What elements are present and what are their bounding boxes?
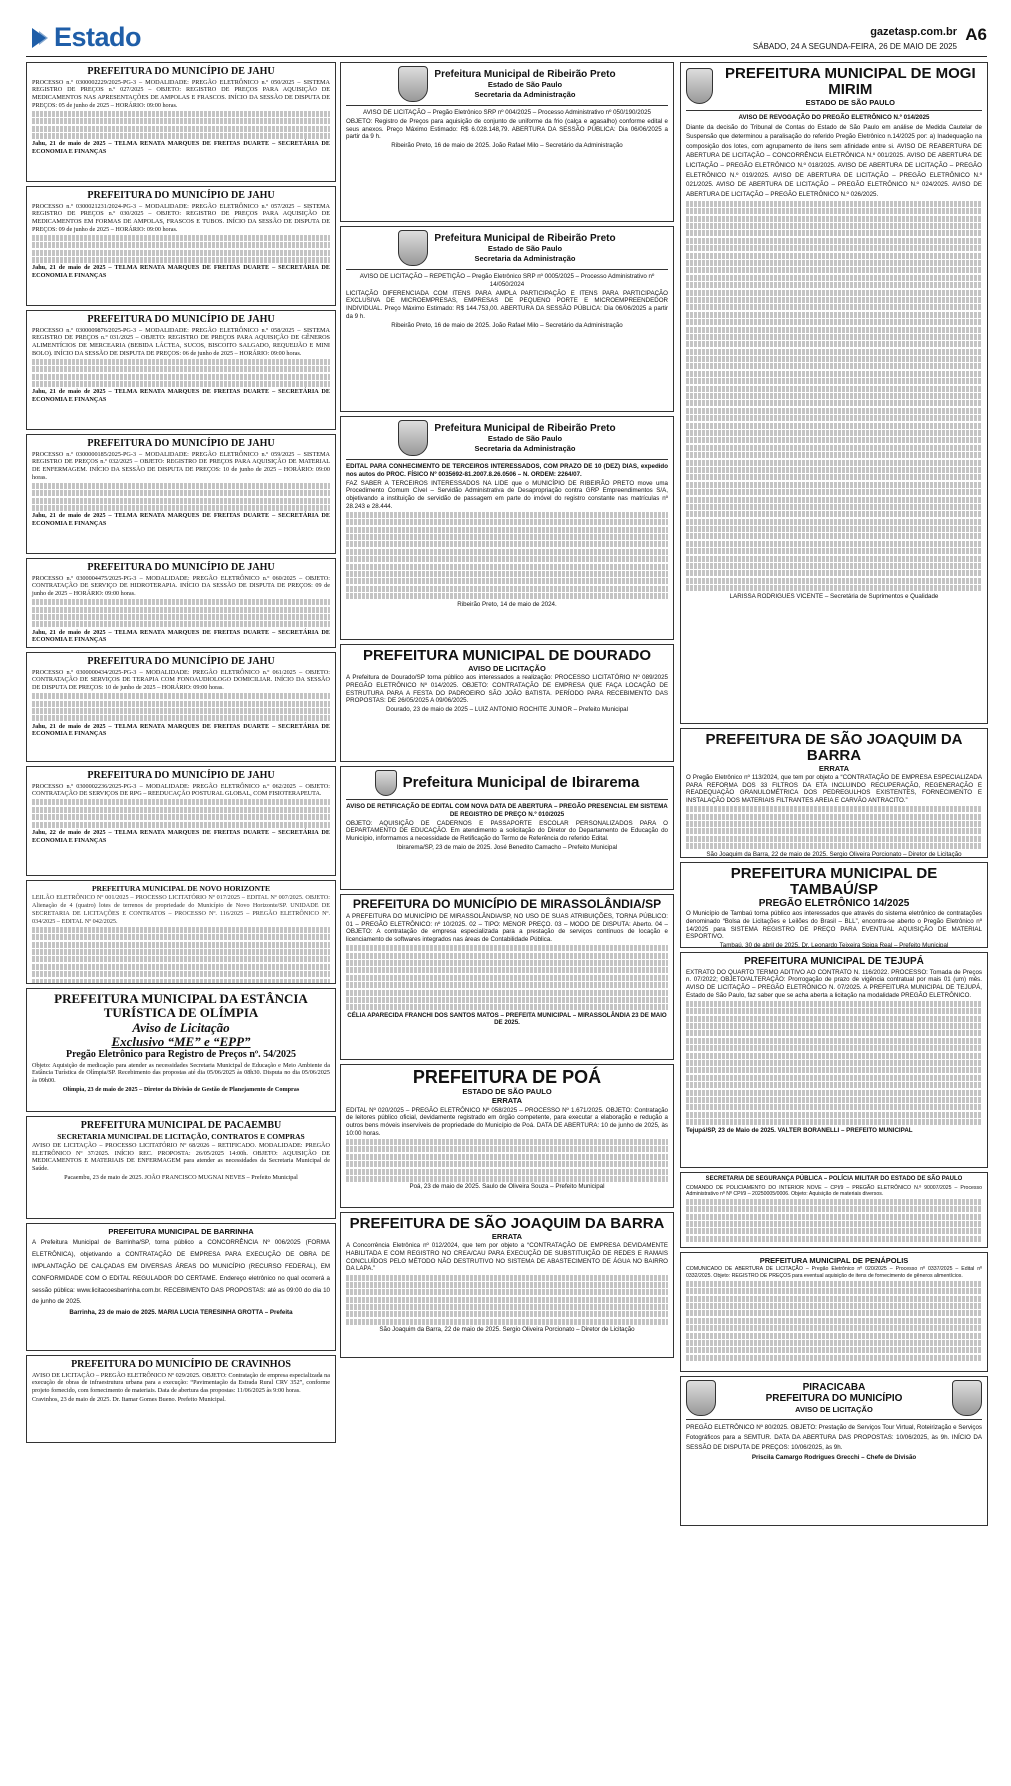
- notice-novo-horizonte: [26, 880, 336, 984]
- notice-state: ESTADO DE SÃO PAULO: [462, 1086, 552, 1096]
- notice-body: PROCESSO n.º 0300004475/2025-PG-3 – MODALIDADE: PREGÃO ELETRÔNICO n.º 060/2025 – OBJETO: CONTRATAÇÃO DE SERVIÇO DE HIDROTERAPIA. INÍCIO DA SESSÃO DE DISPUTA DE PREÇOS: 09 de junho de 2025 – HORÁRIO: 09:00 horas.: [32, 574, 330, 597]
- notice-jahu: [26, 186, 336, 306]
- notice-body: COMUNICADO DE ABERTURA DE LICITAÇÃO – Pregão Eletrônico nº 020/2025 – Processo nº 0337/2025 – Edital nº 0332/2025. Objeto: REGISTRO DE PREÇOS para eventual aquisição de itens de fornecimento de gêneros alimentícios.: [686, 1266, 982, 1279]
- notice-title: PREFEITURA DE SÃO JOAQUIM DA BARRA: [705, 731, 963, 764]
- notice-body: FAZ SABER A TERCEIROS INTERESSADOS NA LIDE que o MUNICÍPIO DE RIBEIRÃO PRETO move uma Procedimento Comum Cível – Servidão Administrativa de Desapropriação contra GRP Empreendimentos S/A, objetivando a instituição de servidão de passagem em parte do imóvel do registro constante nas matrículas nº 28.243 e 28.444.: [346, 479, 668, 510]
- notice-sign: São Joaquim da Barra, 22 de maio de 2025. Sergio Oliveira Porcionato – Diretor de Licitação: [379, 1326, 635, 1334]
- notice-title: PREFEITURA MUNICIPAL DE NOVO HORIZONTE: [91, 884, 271, 893]
- notice-jahu: [26, 62, 336, 182]
- column-middle: [340, 62, 674, 1362]
- notice-body: A Prefeitura de Dourado/SP torna público aos interessados a realização: PROCESSO LICITATÓRIO Nº 089/2025 PREGÃO ELETRÔNICO Nº 014/2025. OBJETO: CONTRATAÇÃO DE EMPRESA QUE FAÇA LOCAÇÃO DE ESTRUTURA PARA A FESTA DO PADROEIRO SÃO JOÃO BATISTA. PERÍODO PARA RECEBIMENTO DAS PROPOSTAS: DE 26/05/2025 A 09/06/2025.: [346, 674, 668, 705]
- notice-sao-joaquim-barra-2: [340, 1212, 674, 1358]
- notice-head: EDITAL PARA CONHECIMENTO DE TERCEIROS INTERESSADOS, COM PRAZO DE 10 (DEZ) DIAS, expedido nos autos do PROC. FÍSICO Nº 0035692-81.2007.8.26.0506 – N. ORDEM: 2264/07.: [346, 463, 668, 478]
- notice-head: AVISO DE LICITAÇÃO: [468, 663, 546, 673]
- notice-title: Prefeitura Municipal de Ibirarema: [402, 774, 640, 792]
- notice-body: PROCESSO n.º 0300002236/2025-PG-3 – MODALIDADE: PREGÃO ELETRÔNICO n.º 062/2025 – OBJETO: CONTRATAÇÃO DE SERVIÇOS DE RPG – REEDUCAÇÃO POSTURAL GLOBAL, COM FISIOTERAPEUTA.: [32, 782, 330, 798]
- notice-body: O Município de Tambaú torna público aos interessados que através do sistema eletrônico de contratações denominado “Bolsa de Licitações e Leilões do Brasil – BLL”, encontra-se aberto o Pregão Eletrônico nº 14/2025 para SISTEMA REGISTRO DE PREÇO PARA EVENTUAL AQUISIÇÃO DE MATERIAL ESPORTIVO.: [686, 910, 982, 941]
- notice-title: PREFEITURA DO MUNICÍPIO DE JAHU: [87, 190, 275, 201]
- notice-body: LEILÃO ELETRÔNICO Nº 001/2025 – PROCESSO LICITATÓRIO Nº 017/2025 – EDITAL Nº 007/2025. OBJETO: Alienação de 4 (quatro) lotes de terrenos de propriedade do Município de Novo Horizonte/SP. UNIDADE DE SECRETARIA DE LICITAÇÕES E CONTRATOS – PROCESSO Nº. 116/2025 – PREGÃO ELETRÔNICO Nº. 034/2025 – EDITAL Nº 042/2025.: [32, 894, 330, 925]
- notice-sign: CÉLIA APARECIDA FRANCHI DOS SANTOS MATOS – PREFEITA MUNICIPAL – MIRASSOLÂNDIA 23 DE MAIO DE 2025.: [347, 1011, 667, 1027]
- notice-title: PREFEITURA DO MUNICÍPIO DE JAHU: [87, 66, 275, 77]
- notice-head: AVISO DE LICITAÇÃO: [795, 1404, 873, 1414]
- notice-ibirarema: [340, 766, 674, 890]
- notice-sign: Jahu, 21 de maio de 2025 – TELMA RENATA MARQUES DE FREITAS DUARTE – SECRETÁRIA DE ECONOMIA E FINANÇAS: [32, 140, 330, 156]
- notice-state: Estado de São Paulo: [487, 244, 563, 254]
- notice-sign: Jahu, 21 de maio de 2025 – TELMA RENATA MARQUES DE FREITAS DUARTE – SECRETÁRIA DE ECONOMIA E FINANÇAS: [32, 388, 330, 404]
- notice-head: AVISO DE LICITAÇÃO – REPETIÇÃO – Pregão Eletrônico SRP nº 0005/2025 – Processo Administrativo nº 14/050/2024: [359, 273, 655, 288]
- notice-title: PREFEITURA MUNICIPAL DE BARRINHA: [108, 1227, 254, 1236]
- notice-jahu: [26, 766, 336, 876]
- notice-sign: Poá, 23 de maio de 2025. Saulo de Oliveira Souza – Prefeito Municipal: [409, 1183, 605, 1191]
- notice-title: Prefeitura Municipal de Ribeirão Preto: [434, 422, 616, 434]
- notice-title: Prefeitura Municipal de Ribeirão Preto: [434, 232, 616, 244]
- notice-subtitle: SECRETARIA MUNICIPAL DE LICITAÇÃO, CONTRATOS E COMPRAS: [57, 1131, 305, 1141]
- notice-title: PREFEITURA DO MUNICÍPIO DE MIRASSOLÂNDIA/SP: [352, 897, 662, 911]
- notice-title: PREFEITURA DO MUNICÍPIO DE JAHU: [87, 314, 275, 325]
- notice-state: ESTADO DE SÃO PAULO: [805, 97, 895, 107]
- notice-body: PROCESSO n.º 0300002229/2025-PG-3 – MODALIDADE: PREGÃO ELETRÔNICO n.º 050/2025 – SISTEMA REGISTRO DE PREÇOS n.º 027/2025 – OBJETO: REGISTRO DE PREÇOS PARA AQUISIÇÃO DE MEDICAMENTOS NAS APRESENTAÇÕES DE AMPOLAS E FRASCOS. INÍCIO DA SESSÃO DE DISPUTA DE PREÇOS: 05 de junho de 2025 – HORÁRIO: 09:00 horas.: [32, 78, 330, 109]
- notice-subtitle: PREGÃO ELETRÔNICO 14/2025: [758, 897, 910, 909]
- coat-of-arms-icon: [398, 66, 428, 102]
- notice-title: PREFEITURA MUNICIPAL DE DOURADO: [362, 647, 652, 664]
- notice-body: OBJETO: AQUISIÇÃO DE CADERNOS E PASSAPORTE ESCOLAR PERSONALIZADOS PARA O DEPARTAMENTO DE EDUCAÇÃO. Em atendimento a solicitação do Diretor do Departamento de Educação do Município, informamos a necessidade de Retificação do Termo de Referência do referido Edital.: [346, 819, 668, 842]
- notice-title: PREFEITURA DE POÁ: [412, 1067, 602, 1087]
- notice-sign: Priscila Camargo Rodrigues Grecchi – Chefe de Divisão: [751, 1453, 917, 1461]
- notice-mirassolandia: [340, 894, 674, 1060]
- notice-subtitle: Aviso de Licitação: [132, 1019, 230, 1035]
- notice-body: A Prefeitura Municipal de Barrinha/SP, torna público a CONCORRÊNCIA Nº 006/2025 (FORMA ELETRÔNICA), objetivando a CONTRATAÇÃO DE EMPRESA PARA EXECUÇÃO DE OBRA DE IMPLANTAÇÃO DE CALÇADAS EM DIVERSAS ÁREAS DO MUNICÍPIO (RECURSO FEDERAL), EM CONFORMIDADE COM O EDITAL REGULADOR DO CERTAME. Endereço eletrônico no qual ocorrerá a sessão pública: www.licitacoesbarrinha.com.br. RECEBIMENTO DAS PROPOSTAS: até as 09:00 do dia 10 de junho de 2025.: [32, 1239, 330, 1306]
- notice-sign: Olímpia, 23 de maio de 2025 – Diretor da Divisão de Gestão de Planejamento de Compras: [62, 1085, 300, 1093]
- page-header: [26, 22, 987, 57]
- notice-body: AVISO DE LICITAÇÃO – PROCESSO LICITATÓRIO Nº 68/2026 – RETIFICADO. MODALIDADE: PREGÃO ELETRÔNICO Nº 37/2025. INÍCIO REC. PROPOSTA: 26/05/2025 14:00h. OBJETO: AQUISIÇÃO DE MEDICAMENTOS E MATERIAIS DE ENFERMAGEM para atender as necessidades da Secretaria Municipal de Saúde.: [32, 1141, 330, 1173]
- notice-sign: Jahu, 21 de maio de 2025 – TELMA RENATA MARQUES DE FREITAS DUARTE – SECRETÁRIA DE ECONOMIA E FINANÇAS: [32, 722, 330, 738]
- notice-ribeirao-preto-1: [340, 62, 674, 222]
- notice-sign: Jahu, 21 de maio de 2025 – TELMA RENATA MARQUES DE FREITAS DUARTE – SECRETÁRIA DE ECONOMIA E FINANÇAS: [32, 264, 330, 280]
- notice-body: A Concorrência Eletrônica nº 012/2024, que tem por objeto a “CONTRATAÇÃO DE EMPRESA DEVIDAMENTE HABILITADA E COM REGISTRO NO CREA/CAU PARA EXECUÇÃO DE SUBSTITUIÇÃO DE REDES E RAMAIS CONCLUÍDOS PELO MÉTODO NÃO DESTRUTIVO NO SISTEMA DE ABASTECIMENTO DE ÁGUA NO BAIRRO DA LAPA.”: [346, 1242, 668, 1273]
- notice-policia-militar: [680, 1172, 988, 1248]
- notice-sign: Ribeirão Preto, 16 de maio de 2025. João Rafael Milo – Secretário da Administração: [391, 321, 623, 329]
- notice-ribeirao-preto-3: [340, 416, 674, 640]
- notice-title: PREFEITURA MUNICIPAL DE TAMBAÚ/SP: [730, 865, 938, 898]
- notice-process: Pregão Eletrônico para Registro de Preços nº. 54/2025: [66, 1049, 296, 1061]
- notice-sign: Tambaú, 30 de abril de 2025. Dr. Leonardo Teixeira Spiga Real – Prefeito Municipal: [719, 942, 949, 948]
- notice-sign: Ribeirão Preto, 16 de maio de 2025. João Rafael Milo – Secretário da Administração: [391, 142, 623, 149]
- notice-body: PREGÃO ELETRÔNICO Nº 80/2025. OBJETO: Prestação de Serviços Tour Virtual, Roteirização e Serviços Fotográficos para a SEMTUR. DATA DA ABERTURA DAS PROPOSTAS: 10/06/2025, às 9h. INÍCIO DA SESSÃO DE DISPUTA DE PREÇOS: 10/06/2025, às 9h.: [686, 1424, 982, 1451]
- brand-name: Estado: [54, 22, 142, 53]
- notice-body: PROCESSO n.º 0300000434/2025-PG-3 – MODALIDADE: PREGÃO ELETRÔNICO n.º 061/2025 – OBJETO: CONTRATAÇÃO DE SERVIÇOS DE TERAPIA COM FONOAUDIOLOGO DOMICILIAR. INÍCIO DA SESSÃO DE DISPUTA DE PREÇOS: 10 de junho de 2025 – HORÁRIO: 09:00 horas.: [32, 668, 330, 691]
- notice-title: SECRETARIA DE SEGURANÇA PÚBLICA – POLÍCIA MILITAR DO ESTADO DE SÃO PAULO: [705, 1176, 963, 1182]
- site-url[interactable]: gazetasp.com.br: [870, 26, 957, 38]
- notice-sign: Pacaembu, 23 de maio de 2025. JOÃO FRANCISCO MUGNAI NEVES – Prefeito Municipal: [64, 1173, 298, 1181]
- notice-state: Estado de São Paulo: [487, 80, 563, 90]
- notice-sign: Ribeirão Preto, 14 de maio de 2024.: [457, 600, 557, 608]
- notice-title: PREFEITURA MUNICIPAL DE PACAEMBU: [80, 1120, 282, 1131]
- seal-icon: [952, 1380, 982, 1416]
- edition-date: SÁBADO, 24 A SEGUNDA-FEIRA, 26 DE MAIO DE 2025: [752, 41, 957, 51]
- notice-body: LICITAÇÃO DIFERENCIADA COM ITENS PARA AMPLA PARTICIPAÇÃO E ITENS PARA PARTICIPAÇÃO EXCLUSIVA DE MICROEMPRESAS, EMPRESAS DE PEQUENO PORTE E MICROEMPREENDEDOR INDIVIDUAL. Preço Máximo Estimado: R$ 144.753,00. ABERTURA DA SESSÃO PÚBLICA: Dia 06/06/2025 a partir da 9 h.: [346, 289, 668, 320]
- notice-body: EXTRATO DO QUARTO TERMO ADITIVO AO CONTRATO N. 116/2022. PROCESSO: Tomada de Preços n. 07/2022; OBJETO/ALTERAÇÃO: Prorrogação de prazo de vigência contratual por mais 01 (um) mês. AVISO DE LICITAÇÃO – PREGÃO ELETRÔNICO N. 07/2025. A PREFEITURA MUNICIPAL DE TEJUPÁ, Estado de São Paulo, faz saber que se acha aberta a licitação na modalidade PREGÃO ELETRÔNICO.: [686, 968, 982, 999]
- notice-secretariat: Secretaria da Administração: [474, 253, 576, 263]
- notice-piracicaba: [680, 1376, 988, 1526]
- coat-of-arms-icon: [375, 770, 397, 796]
- notice-title: PREFEITURA MUNICIPAL DE PENÁPOLIS: [759, 1256, 909, 1265]
- notice-title: PIRACICABA: [802, 1381, 866, 1393]
- notice-secretariat: Secretaria da Administração: [474, 443, 576, 453]
- notice-sign: São Joaquim da Barra, 22 de maio de 2025. Sergio Oliveira Porcionato – Diretor de Licitação: [706, 850, 962, 858]
- notice-head: AVISO DE LICITAÇÃO – Pregão Eletrônico SRP nº 004/2025 – Processo Administrativo nº 050/190/2025: [363, 109, 651, 116]
- notice-head: ERRATA: [818, 763, 850, 773]
- notice-body: PROCESSO n.º 0300021231/2024-PG-3 – MODALIDADE: PREGÃO ELETRÔNICO n.º 057/2025 – SISTEMA REGISTRO DE PREÇOS n.º 030/2025 – OBJETO: REGISTRO DE PREÇOS PARA AQUISIÇÃO DE MEDICAMENTOS EM FORMAS DE AMPOLAS, FRASCOS E TUBOS. INÍCIO DA SESSÃO DE DISPUTA DE PREÇOS: 09 de junho de 2025 – HORÁRIO: 09:00 horas.: [32, 202, 330, 233]
- notice-body: EDITAL Nº 020/2025 – PREGÃO ELETRÔNICO Nº 058/2025 – PROCESSO Nº 1.671/2025. OBJETO: Contratação de leitores público oficial, devidamente registrado em órgão competente, para executar a elaboração e redução a outros bens móveis inservíveis de propriedade do Município de Poá. DATA DE ABERTURA: 10 de junho de 2025, às 10:00 horas.: [346, 1106, 668, 1137]
- column-right: [680, 62, 988, 1530]
- notice-tambau: [680, 862, 988, 948]
- notice-subtitle: PREFEITURA DO MUNICÍPIO: [765, 1393, 903, 1405]
- notice-title: PREFEITURA MUNICIPAL DE MOGI MIRIM: [725, 65, 976, 98]
- notice-jahu: [26, 434, 336, 554]
- brand-logo: [32, 24, 141, 52]
- notice-sao-joaquim-barra-1: [680, 728, 988, 858]
- notice-title: PREFEITURA MUNICIPAL DE TEJUPÁ: [744, 956, 924, 967]
- notice-body: OBJETO: Registro de Preços para aquisição de conjunto de uniforme da frio (calça e agasalho) conforme edital e seus anexos. Preço Máximo Estimado: R$ 6.028.148,79. ABERTURA DA SESSÃO PÚBLICA: Dia 06/06/2025 a partir da 9 h.: [346, 117, 668, 141]
- notice-sign: Barrinha, 23 de maio de 2025. MARIA LUCIA TERESINHA GROTTA – Prefeita: [69, 1309, 293, 1317]
- notice-state: Estado de São Paulo: [487, 434, 563, 444]
- notice-penapolis: [680, 1252, 988, 1372]
- notice-body: A PREFEITURA DO MUNICÍPIO DE MIRASSOLÂNDIA/SP, NO USO DE SUAS ATRIBUIÇÕES, TORNA PÚBLICO: 01 – PREGÃO ELETRÔNICO: nº 10/2025. 02 – TIPO: MENOR PREÇO. 03 – MODO DE DISPUTA: Aberto. 04 – OBJETO: A contratação de empresa especializada para a prestação de serviços contínuos de locação e licenciamento de softwares integrados nas áreas de Contabilidade Pública.: [346, 912, 668, 944]
- notice-title: PREFEITURA DO MUNICÍPIO DE CRAVINHOS: [71, 1359, 291, 1370]
- coat-of-arms-icon: [686, 1380, 716, 1416]
- notice-secretariat: Secretaria da Administração: [474, 89, 576, 99]
- notice-title: PREFEITURA DO MUNICÍPIO DE JAHU: [87, 438, 275, 449]
- notice-title: Prefeitura Municipal de Ribeirão Preto: [434, 68, 616, 80]
- notice-sign: Jahu, 21 de maio de 2025 – TELMA RENATA MARQUES DE FREITAS DUARTE – SECRETÁRIA DE ECONOMIA E FINANÇAS: [32, 628, 330, 644]
- notice-olimpia: [26, 988, 336, 1112]
- notice-head: AVISO DE REVOGAÇÃO DO PREGÃO ELETRÔNICO N.º 014/2025: [738, 113, 930, 121]
- notice-pacaembu: [26, 1116, 336, 1219]
- notice-jahu: [26, 652, 336, 762]
- notice-poa: [340, 1064, 674, 1208]
- coat-of-arms-icon: [398, 420, 428, 456]
- notice-body: PROCESSO n.º 0300000185/2025-PG-3 – MODALIDADE: PREGÃO ELETRÔNICO n.º 059/2025 – SISTEMA REGISTRO DE PREÇOS n.º 032/2025 – OBJETO: REGISTRO DE PREÇOS PARA AQUISIÇÃO DE MATERIAL DE ENFERMAGEM. INÍCIO DA SESSÃO DE DISPUTA DE PREÇOS: 10 de junho de 2025 – HORÁRIO: 09:00 horas.: [32, 450, 330, 481]
- column-left: [26, 62, 336, 1447]
- notice-sign: Jahu, 22 de maio de 2025 – TELMA RENATA MARQUES DE FREITAS DUARTE – SECRETÁRIA DE ECONOMIA E FINANÇAS: [32, 828, 330, 844]
- notice-title: PREFEITURA DO MUNICÍPIO DE JAHU: [87, 770, 275, 781]
- coat-of-arms-icon: [686, 68, 713, 104]
- notice-title: PREFEITURA DO MUNICÍPIO DE JAHU: [87, 656, 275, 667]
- arrow-icon: [39, 31, 48, 45]
- notice-body: PROCESSO n.º 0300009876/2025-PG-3 – MODALIDADE: PREGÃO ELETRÔNICO n.º 058/2025 – SISTEMA REGISTRO DE PREÇOS n.º 031/2025 – OBJETO: REGISTRO DE PREÇOS PARA AQUISIÇÃO DE GÊNEROS ALIMENTÍCIOS DE MERCEARIA (BEBIDA LÁCTEA, SUCOS, BISCOITO SALGADO, REQUEIJÃO E MINI BOLO). INÍCIO DA SESSÃO DE DISPUTA DE PREÇOS: 06 de junho de 2025 – HORÁRIO: 09:00 horas.: [32, 326, 330, 357]
- notice-title: PREFEITURA DE SÃO JOAQUIM DA BARRA: [349, 1215, 665, 1232]
- notice-sign: Dourado, 23 de maio de 2025 – LUIZ ANTONIO ROCHITE JUNIOR – Prefeito Municipal: [386, 706, 628, 714]
- notice-head: AVISO DE RETIFICAÇÃO DE EDITAL COM NOVA DATA DE ABERTURA – PREGÃO PRESENCIAL EM SISTEMA DE REGISTRO DE PREÇO N.º 010/2025: [346, 803, 668, 818]
- notice-cravinhos: [26, 1355, 336, 1443]
- notice-exclusive: Exclusivo “ME” e “EPP”: [111, 1033, 251, 1049]
- notice-title: PREFEITURA MUNICIPAL DA ESTÂNCIA TURÍSTICA DE OLÍMPIA: [54, 991, 308, 1021]
- notice-ribeirao-preto-2: [340, 226, 674, 412]
- notice-tejupa: [680, 952, 988, 1168]
- notice-head: ERRATA: [491, 1096, 523, 1106]
- notice-body: AVISO DE LICITAÇÃO – PREGÃO ELETRÔNICO Nº 029/2025. OBJETO: Contratação de empresa especializada na execução de obras de infraestrutura urbana para a execução: “Pavimentação da Estrada Rural CRV 352”, conforme projeto fornecido, com fornecimento de materiais. Data de abertura das propostas: 11/06/2025 às 9:00 horas.: [32, 1371, 330, 1394]
- notice-sign: Jahu, 21 de maio de 2025 – TELMA RENATA MARQUES DE FREITAS DUARTE – SECRETÁRIA DE ECONOMIA E FINANÇAS: [32, 512, 330, 528]
- notice-body: O Pregão Eletrônico nº 113/2024, que tem por objeto a “CONTRATAÇÃO DE EMPRESA ESPECIALIZADA PARA REFORMA DOS 33 FILTROS DA ETA INCLUINDO RECUPERAÇÃO, REGENERAÇÃO E READEQUAÇÃO GRANULOMÉTRICA DOS PEDREGULHOS EXISTENTES, FORNECIMENTO E INSTALAÇÃO DOS MATERIAIS FILTRANTES AREIA E CARVÃO ANTRACITO.”: [686, 773, 982, 805]
- notice-sign: LARISSA RODRIGUES VICENTE – Secretária de Suprimentos e Qualidade: [729, 592, 939, 600]
- notice-jahu: [26, 558, 336, 648]
- header-info: [753, 26, 957, 52]
- notice-body: Diante da decisão do Tribunal de Contas do Estado de São Paulo em análise de Medida Cautelar de Suspensão que determinou a paralisação do referido Pregão Eletrônico n.14/2025 por: a) Inadequação na composição dos lotes, com agrupamento de itens sem afinidade entre si. AVISO DE REABERTURA DE ABERTURA DE LICITAÇÃO – CONCORRÊNCIA ELETRÔNICA N.º 001/2025. AVISO DE ABERTURA DE LICITAÇÃO – PREGÃO ELETRÔNICO N.º 018/2025. AVISO DE ABERTURA DE LICITAÇÃO – PREGÃO ELETRÔNICO N.º 019/2025. AVISO DE ABERTURA DE LICITAÇÃO – PREGÃO ELETRÔNICO N.º 021/2025. AVISO DE ABERTURA DE LICITAÇÃO – PREGÃO ELETRÔNICO N.º 024/2025. AVISO DE ABERTURA DE LICITAÇÃO – PREGÃO ELETRÔNICO N.º 026/2025.: [686, 123, 982, 198]
- coat-of-arms-icon: [398, 230, 428, 266]
- notice-jahu: [26, 310, 336, 430]
- notice-dourado: [340, 644, 674, 762]
- notice-title: PREFEITURA DO MUNICÍPIO DE JAHU: [87, 562, 275, 573]
- notice-sign: Ibirarema/SP, 23 de maio de 2025. José Benedito Camacho – Prefeito Municipal: [396, 843, 618, 851]
- page-number: A6: [965, 25, 987, 44]
- notice-body: Objeto: Aquisição de medicação para atender as necessidades Secretaria Municipal de Educação e Meio Ambiente da Estância Turística de Olímpia/SP. Recebimento das propostas até dia 05/06/2025 às 08h30. Disputa no dia 05/06/2025 às 09h00.: [32, 1061, 330, 1085]
- notice-mogi-mirim: [680, 62, 988, 724]
- notice-barrinha: [26, 1223, 336, 1351]
- notice-sign: Cravinhos, 23 de maio de 2025. Dr. Itamar Gomes Bueno. Prefeito Municipal.: [32, 1395, 226, 1403]
- notice-body: COMANDO DE POLICIAMENTO DO INTERIOR NOVE – CPI/9 – PREGÃO ELETRÔNICO N.º 90007/2025 – Processo Administrativo nº Nº CPI/9 – 20250005/0006. Objeto: Aquisição de materiais diversos.: [686, 1184, 982, 1197]
- notice-head: ERRATA: [491, 1231, 523, 1241]
- notice-sign: Tejupá/SP, 23 de Maio de 2025. VALTER BORANELLI – PREFEITO MUNICIPAL: [686, 1126, 913, 1134]
